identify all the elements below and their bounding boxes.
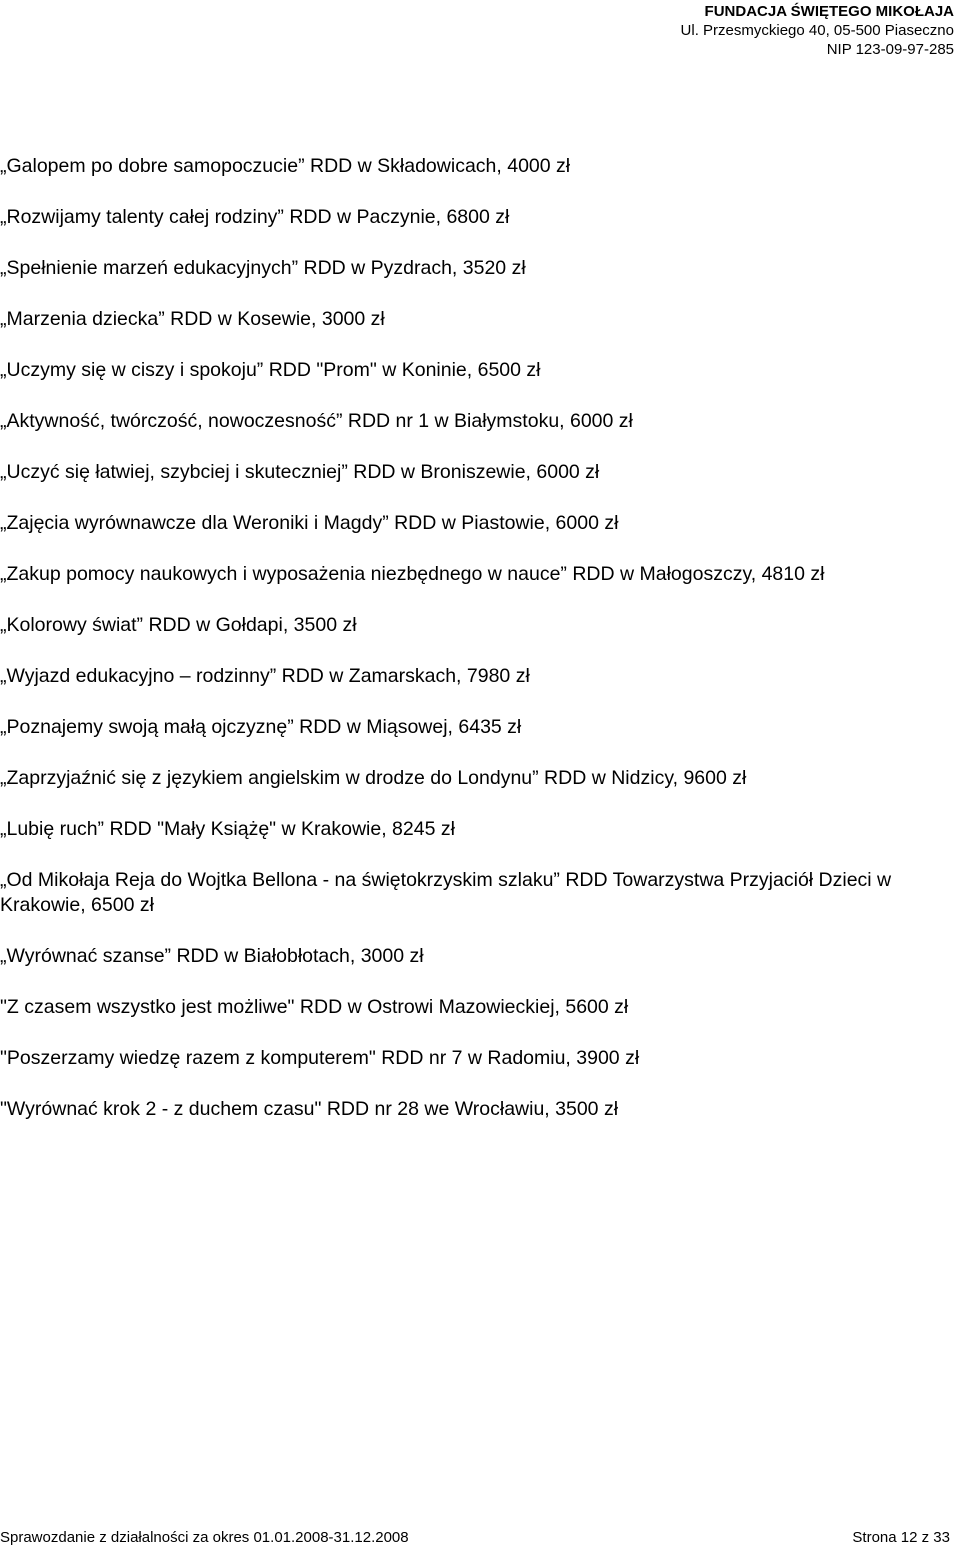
project-item: „Od Mikołaja Reja do Wojtka Bellona - na świętokrzyskim szlaku” RDD Towarzystwa Przyjaciół Dzieci w Krakowie, 6500 zł [0, 869, 892, 916]
project-item: „Zakup pomocy naukowych i wyposażenia niezbędnego w nauce” RDD w Małogoszczy, 4810 zł [0, 563, 825, 585]
page-number: Strona 12 z 33 [852, 1529, 950, 1546]
project-item: „Wyjazd edukacyjno – rodzinny” RDD w Zamarskach, 7980 zł [0, 665, 530, 687]
project-item: „Spełnienie marzeń edukacyjnych” RDD w Pyzdrach, 3520 zł [0, 257, 526, 279]
project-item: "Poszerzamy wiedzę razem z komputerem" RDD nr 7 w Radomiu, 3900 zł [0, 1047, 640, 1069]
project-item: „Wyrównać szanse” RDD w Białobłotach, 3000 zł [0, 945, 424, 967]
project-item: "Z czasem wszystko jest możliwe" RDD w Ostrowi Mazowieckiej, 5600 zł [0, 996, 629, 1018]
project-item: „Zajęcia wyrównawcze dla Weroniki i Magdy” RDD w Piastowie, 6000 zł [0, 512, 619, 534]
project-item: „Lubię ruch” RDD "Mały Książę" w Krakowie, 8245 zł [0, 818, 455, 840]
project-item: „Rozwijamy talenty całej rodziny” RDD w Paczynie, 6800 zł [0, 206, 510, 228]
project-item: „Poznajemy swoją małą ojczyznę” RDD w Miąsowej, 6435 zł [0, 716, 522, 738]
organization-address: Ul. Przesmyckiego 40, 05-500 Piaseczno [680, 22, 954, 39]
project-list [0, 154, 940, 1148]
project-item: „Marzenia dziecka” RDD w Kosewie, 3000 zł [0, 308, 385, 330]
organization-name: FUNDACJA ŚWIĘTEGO MIKOŁAJA [704, 3, 954, 20]
project-item: „Aktywność, twórczość, nowoczesność” RDD nr 1 w Białymstoku, 6000 zł [0, 410, 633, 432]
project-item: "Wyrównać krok 2 - z duchem czasu" RDD nr 28 we Wrocławiu, 3500 zł [0, 1098, 619, 1120]
project-item: „Uczyć się łatwiej, szybciej i skuteczniej” RDD w Broniszewie, 6000 zł [0, 461, 600, 483]
page-header [681, 2, 954, 59]
report-title: Sprawozdanie z działalności za okres 01.01.2008-31.12.2008 [0, 1529, 409, 1546]
organization-nip: NIP 123-09-97-285 [826, 41, 954, 58]
project-item: „Uczymy się w ciszy i spokoju” RDD "Prom" w Koninie, 6500 zł [0, 359, 541, 381]
project-item: „Galopem po dobre samopoczucie” RDD w Składowicach, 4000 zł [0, 155, 571, 177]
project-item: „Kolorowy świat” RDD w Gołdapi, 3500 zł [0, 614, 357, 636]
project-item: „Zaprzyjaźnić się z językiem angielskim w drodze do Londynu” RDD w Nidzicy, 9600 zł [0, 767, 747, 789]
